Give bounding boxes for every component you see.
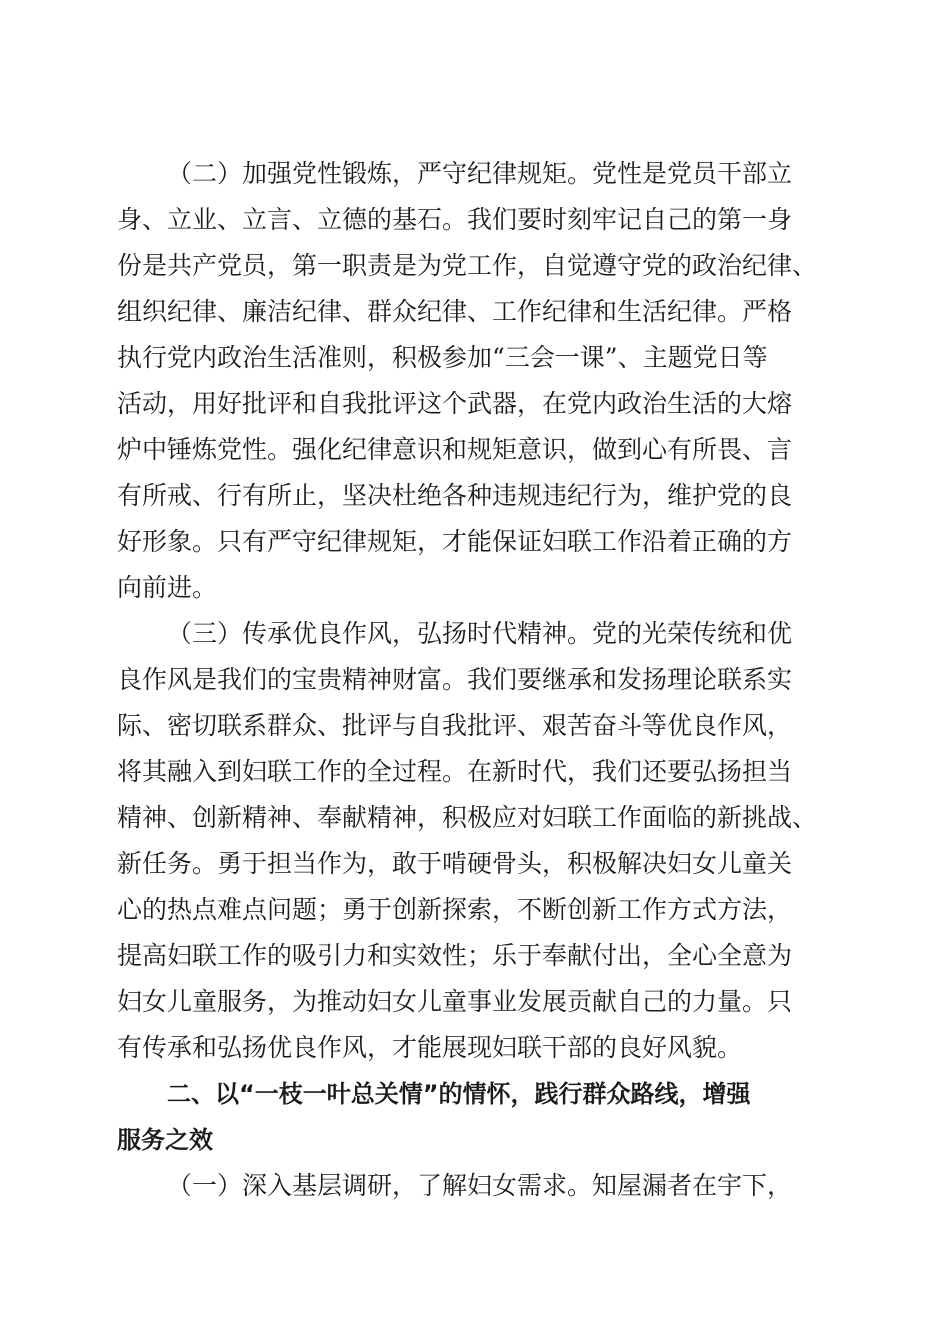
paragraph-two-line-7: 炉中锤炼党性。强化纪律意识和规矩意识，做到心有所畏、言 — [117, 435, 793, 464]
paragraph-two-line-9: 好形象。只有严守纪律规矩，才能保证妇联工作沿着正确的方 — [117, 527, 793, 556]
paragraph-two-line-6: 活动，用好批评和自我批评这个武器，在党内政治生活的大熔 — [117, 389, 793, 418]
section-heading-line-1: 二、以“一枝一叶总关情”的情怀，践行群众路线，增强 — [167, 1080, 751, 1108]
paragraph-three-line-10: 有传承和弘扬优良作风，才能展现妇联干部的良好风貌。 — [117, 1033, 743, 1062]
paragraph-three-line-1: （三）传承优良作风，弘扬时代精神。党的光荣传统和优 — [167, 619, 793, 648]
paragraph-one-line-1: （一）深入基层调研，了解妇女需求。知屋漏者在宇下， — [167, 1171, 793, 1200]
paragraph-three-line-5: 精神、创新精神、奉献精神，积极应对妇联工作面临的新挑战、 — [117, 803, 818, 832]
section-heading-line-2: 服务之效 — [117, 1126, 213, 1154]
paragraph-three-line-8: 提高妇联工作的吸引力和实效性；乐于奉献付出，全心全意为 — [117, 941, 793, 970]
paragraph-three-line-2: 良作风是我们的宝贵精神财富。我们要继承和发扬理论联系实 — [117, 665, 793, 694]
paragraph-two-line-5: 执行党内政治生活准则，积极参加“三会一课”、主题党日等 — [117, 343, 768, 372]
paragraph-three-line-9: 妇女儿童服务，为推动妇女儿童事业发展贡献自己的力量。只 — [117, 987, 793, 1016]
paragraph-three-line-6: 新任务。勇于担当作为，敢于啃硬骨头，积极解决妇女儿童关 — [117, 849, 793, 878]
paragraph-two-line-3: 份是共产党员，第一职责是为党工作，自觉遵守党的政治纪律、 — [117, 251, 818, 280]
paragraph-three-line-4: 将其融入到妇联工作的全过程。在新时代，我们还要弘扬担当 — [117, 757, 793, 786]
paragraph-two-line-8: 有所戒、行有所止，坚决杜绝各种违规违纪行为，维护党的良 — [117, 481, 793, 510]
paragraph-two-line-2: 身、立业、立言、立德的基石。我们要时刻牢记自己的第一身 — [117, 205, 793, 234]
paragraph-three-line-3: 际、密切联系群众、批评与自我批评、艰苦奋斗等优良作风， — [117, 711, 793, 740]
paragraph-two-line-10: 向前进。 — [117, 573, 218, 602]
paragraph-two-line-1: （二）加强党性锻炼，严守纪律规矩。党性是党员干部立 — [167, 159, 793, 188]
paragraph-two-line-4: 组织纪律、廉洁纪律、群众纪律、工作纪律和生活纪律。严格 — [117, 297, 793, 326]
paragraph-three-line-7: 心的热点难点问题；勇于创新探索，不断创新工作方式方法， — [117, 895, 793, 924]
